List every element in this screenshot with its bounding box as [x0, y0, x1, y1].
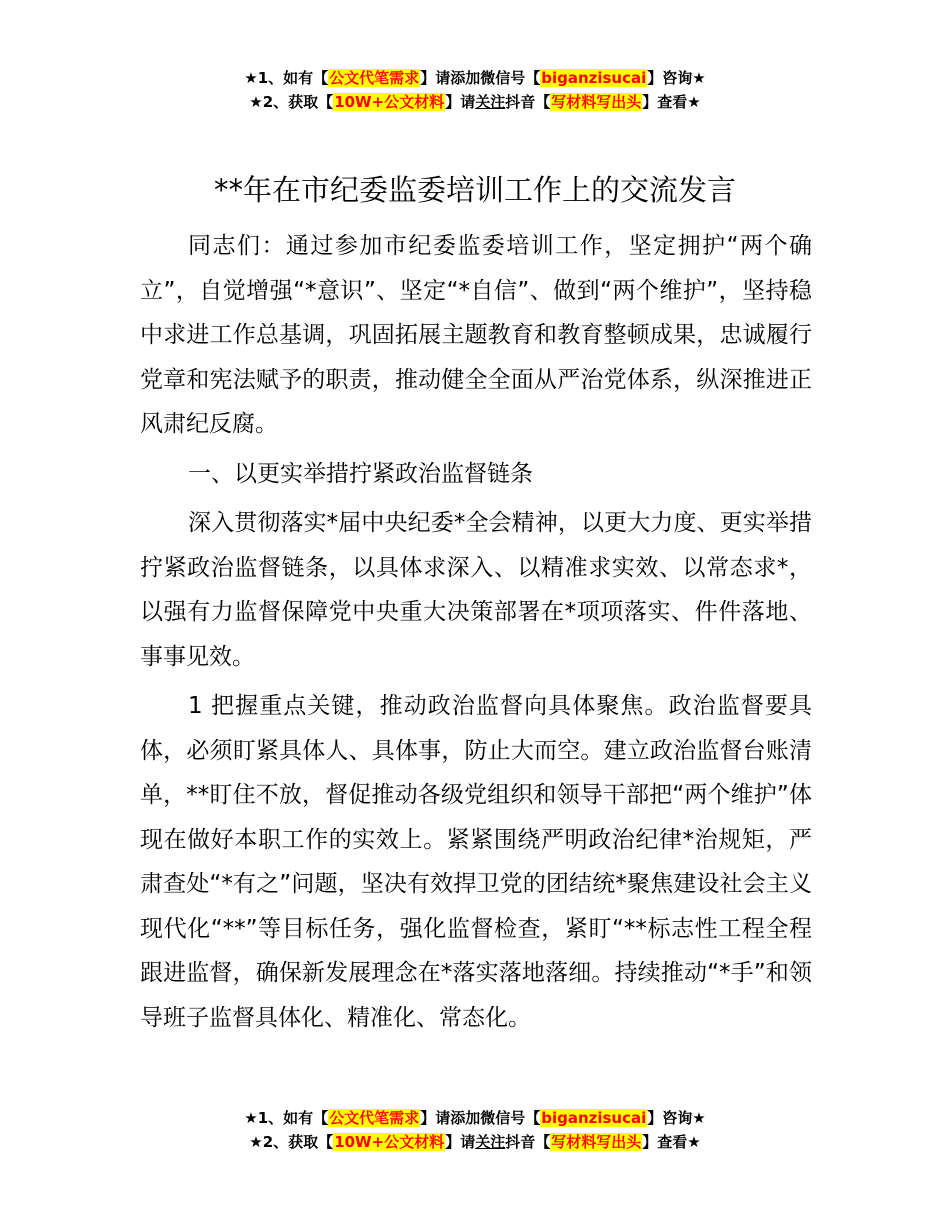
- banner-text: ★1、如有【: [244, 1109, 329, 1127]
- banner-text: 】查看★: [642, 1133, 701, 1151]
- banner-text: ★2、获取【: [249, 93, 334, 111]
- banner-line-2: [0, 90, 950, 114]
- banner-text: 】咨询★: [647, 1109, 706, 1127]
- body-paragraph: 深入贯彻落实*届中央纪委*全会精神，以更大力度、更实举措拧紧政治监督链条，以具体求深入、以精准求实效、以常态求*，以强有力监督保障党中央重大决策部署在*项项落实、件件落地、事事见效。: [140, 510, 812, 670]
- banner-text: 】请: [445, 93, 476, 111]
- banner-highlight: 公文代笔需求: [329, 1109, 420, 1127]
- document-body: [140, 224, 812, 1040]
- banner-line-1: [0, 1106, 950, 1130]
- banner-highlight: 10W+公文材料: [334, 93, 445, 111]
- banner-underlined-text: 关注: [475, 1133, 506, 1151]
- banner-highlight: 10W+公文材料: [334, 1133, 445, 1151]
- banner-highlight: 公文代笔需求: [329, 69, 420, 87]
- banner-text: 】请添加微信号【: [420, 1109, 541, 1127]
- banner-text: 抖音【: [505, 1133, 551, 1151]
- header-banner: [0, 66, 950, 114]
- document-title: **年在市纪委监委培训工作上的交流发言: [213, 173, 736, 207]
- banner-text: 抖音【: [505, 93, 551, 111]
- banner-highlight: biganzisucai: [541, 1109, 647, 1127]
- banner-highlight: biganzisucai: [541, 69, 647, 87]
- footer-banner: [0, 1106, 950, 1154]
- body-paragraph: 同志们：通过参加市纪委监委培训工作，坚定拥护“两个确立”，自觉增强“*意识”、坚定“*自信”、做到“两个维护”，坚持稳中求进工作总基调，巩固拓展主题教育和教育整顿成果，忠诚履行党章和宪法赋予的职责，推动健全全面从严治党体系，纵深推进正风肃纪反腐。: [140, 233, 812, 437]
- banner-text: 】请: [445, 1133, 476, 1151]
- banner-line-1: [0, 66, 950, 90]
- banner-text: 】查看★: [642, 93, 701, 111]
- banner-line-2: [0, 1130, 950, 1154]
- section-heading: 一、以更实举措拧紧政治监督链条: [188, 460, 533, 487]
- banner-highlight: 写材料写出头: [551, 1133, 642, 1151]
- banner-text: ★1、如有【: [244, 69, 329, 87]
- banner-underlined-text: 关注: [475, 93, 506, 111]
- banner-text: 】咨询★: [647, 69, 706, 87]
- banner-text: ★2、获取【: [249, 1133, 334, 1151]
- body-paragraph: 1 把握重点关键，推动政治监督向具体聚焦。政治监督要具体，必须盯紧具体人、具体事，防止大而空。建立政治监督台账清单，**盯住不放，督促推动各级党组织和领导干部把“两个维护”体现在做好本职工作的实效上。紧紧围绕严明政治纪律*治规矩，严肃查处“*有之”问题，坚决有效捍卫党的团结统*聚焦建设社会主义现代化“**”等目标任务，强化监督检查，紧盯“**标志性工程全程跟进监督，确保新发展理念在*落实落地落细。持续推动“*手”和领导班子监督具体化、精准化、常态化。: [140, 693, 812, 1031]
- banner-highlight: 写材料写出头: [551, 93, 642, 111]
- banner-text: 】请添加微信号【: [420, 69, 541, 87]
